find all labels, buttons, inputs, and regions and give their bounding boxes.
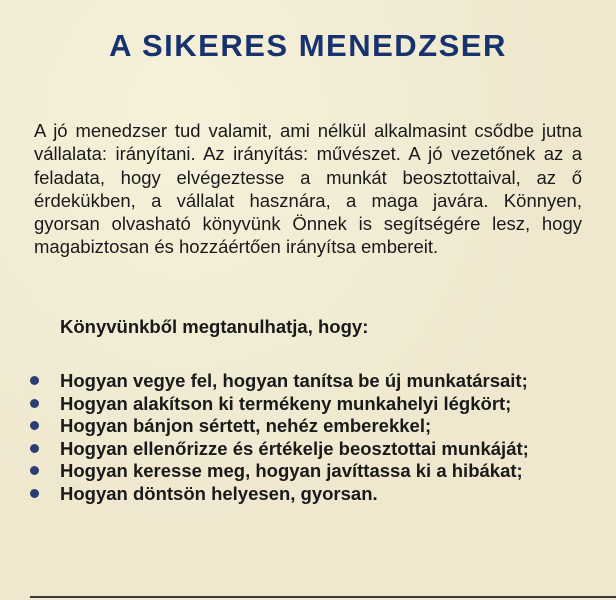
bullet-icon	[30, 399, 39, 408]
bullet-icon	[30, 421, 39, 430]
bullet-icon	[30, 376, 39, 385]
page-title: A SIKERES MENEDZSER	[109, 28, 507, 63]
list-item	[26, 483, 586, 506]
list-item-text: Hogyan bánjon sértett, nehéz emberekkel;	[60, 415, 432, 437]
list-item	[26, 415, 586, 438]
benefits-list	[26, 370, 586, 506]
list-item	[26, 370, 586, 393]
bullet-icon	[30, 444, 39, 453]
list-item-text: Hogyan alakítson ki termékeny munkahelyi légkört;	[60, 392, 512, 414]
bullet-icon	[30, 489, 39, 498]
list-heading: Könyvünkből megtanulhatja, hogy:	[60, 316, 369, 337]
list-item-text: Hogyan ellenőrizze és értékelje beosztottai munkáját;	[60, 437, 529, 459]
list-item	[26, 393, 586, 416]
bottom-divider	[30, 596, 616, 598]
list-item-text: Hogyan vegye fel, hogyan tanítsa be új munkatársait;	[60, 370, 528, 391]
list-item	[26, 460, 586, 483]
intro-paragraph: A jó menedzser tud valamit, ami nélkül alkalmasint csődbe jutna vállalata: irányítani. Az irányítás: művészet. A jó vezetőnek az a feladata, hogy elvégeztesse a munkát beosztottaival, az ő érdekükben, a vállalat hasznára, a maga javára. Könnyen, gyorsan olvasható könyvünk Önnek is segítségére lesz, hogy magabiztosan és hozzáértően irányítsa embereit.	[34, 120, 582, 258]
list-item	[26, 438, 586, 461]
list-item-text: Hogyan keresse meg, hogyan javíttassa ki a hibákat;	[60, 460, 523, 482]
bullet-icon	[30, 466, 39, 475]
list-item-text: Hogyan döntsön helyesen, gyorsan.	[60, 482, 378, 504]
